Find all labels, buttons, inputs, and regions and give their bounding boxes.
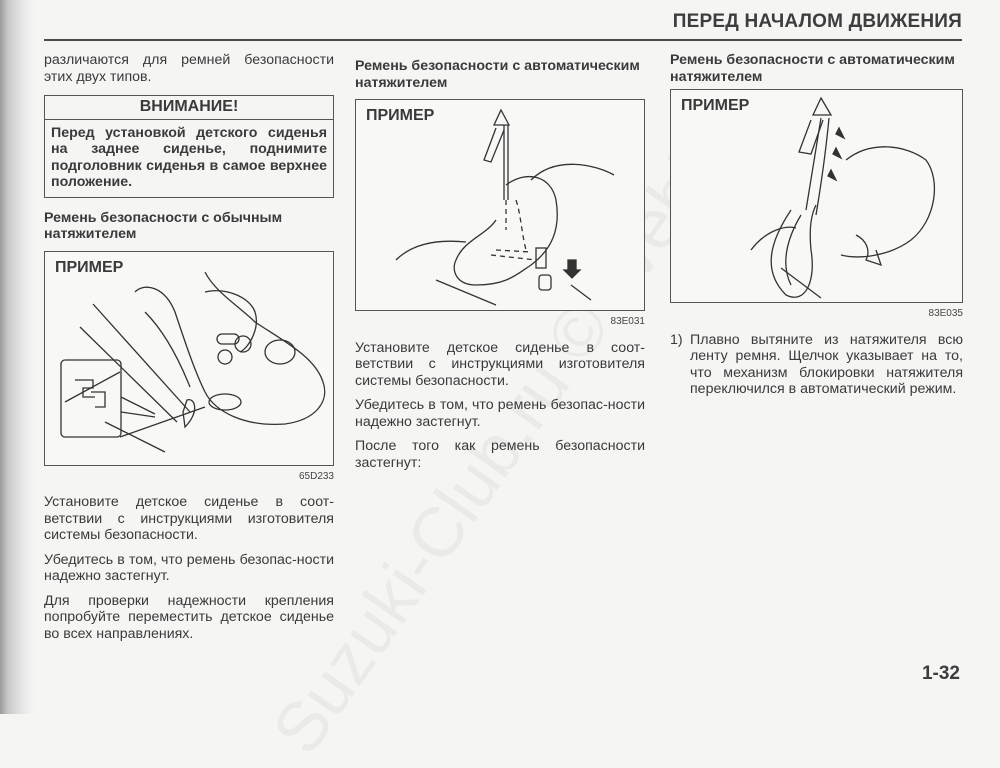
section-heading-auto-retractor-2: Ремень безопасности с автоматическим натяжителем [670,52,955,85]
column-2 [355,58,645,479]
figure-label: ПРИМЕР [366,107,435,124]
paragraph: Убедитесь в том, что ремень безопас-ности надежно застегнут. [355,397,645,430]
step-number: 1) [670,331,683,348]
paragraph: Для проверки надежности крепления попробуйте переместить детское сиденье во всех направлениях. [44,592,334,642]
paragraph: Убедитесь в том, что ремень безопас-ности надежно застегнут. [44,551,334,584]
figure-label: ПРИМЕР [55,258,124,276]
step-text: Плавно вытяните из натяжителя всю ленту ремня. Щелчок указывает на то, что механизм блокировки натяжителя переключился в автоматический режим. [690,331,963,397]
column-1 [44,52,334,650]
page-header-title: ПЕРЕД НАЧАЛОМ ДВИЖЕНИЯ [672,11,962,32]
figure-label: ПРИМЕР [681,97,750,114]
page-number: 1-32 [921,663,960,684]
book-spine-shadow [0,0,34,714]
figure-code: 65D233 [298,470,334,482]
paragraph: Установите детское сиденье в соот-ветствии с инструкциями изготовителя системы безопасности. [44,494,334,543]
figure-code: 83E035 [928,308,963,319]
illustration-pulling-belt [671,90,962,302]
illustration-child-seat-installed [356,100,646,310]
intro-text: различаются для ремней безопасности этих двух типов. [44,52,334,85]
figure-child-seat-regular-belt [44,251,334,466]
figure-code: 83E031 [610,316,645,327]
illustration-child-seat-clip [45,252,335,465]
warning-body: Перед установкой детского сиденья на заднее сиденье, поднимите подголовник сиденья в самое верхнее положение. [51,124,327,190]
section-heading-regular-retractor: Ремень безопасности с обычным натяжителем [44,209,283,242]
header-divider [44,39,962,41]
figure-child-seat-auto-belt [355,99,645,311]
numbered-step [670,332,963,406]
paragraph: Установите детское сиденье в соот-ветствии с инструкциями изготовителя системы безопасности. [355,339,645,389]
warning-title: ВНИМАНИЕ! [45,96,333,120]
figure-pull-belt [670,89,963,303]
warning-box [44,95,334,198]
column-3 [670,52,963,406]
section-heading-auto-retractor: Ремень безопасности с автоматическим натяжителем [355,58,640,91]
paragraph: После того как ремень безопасности застегнут: [355,438,645,471]
